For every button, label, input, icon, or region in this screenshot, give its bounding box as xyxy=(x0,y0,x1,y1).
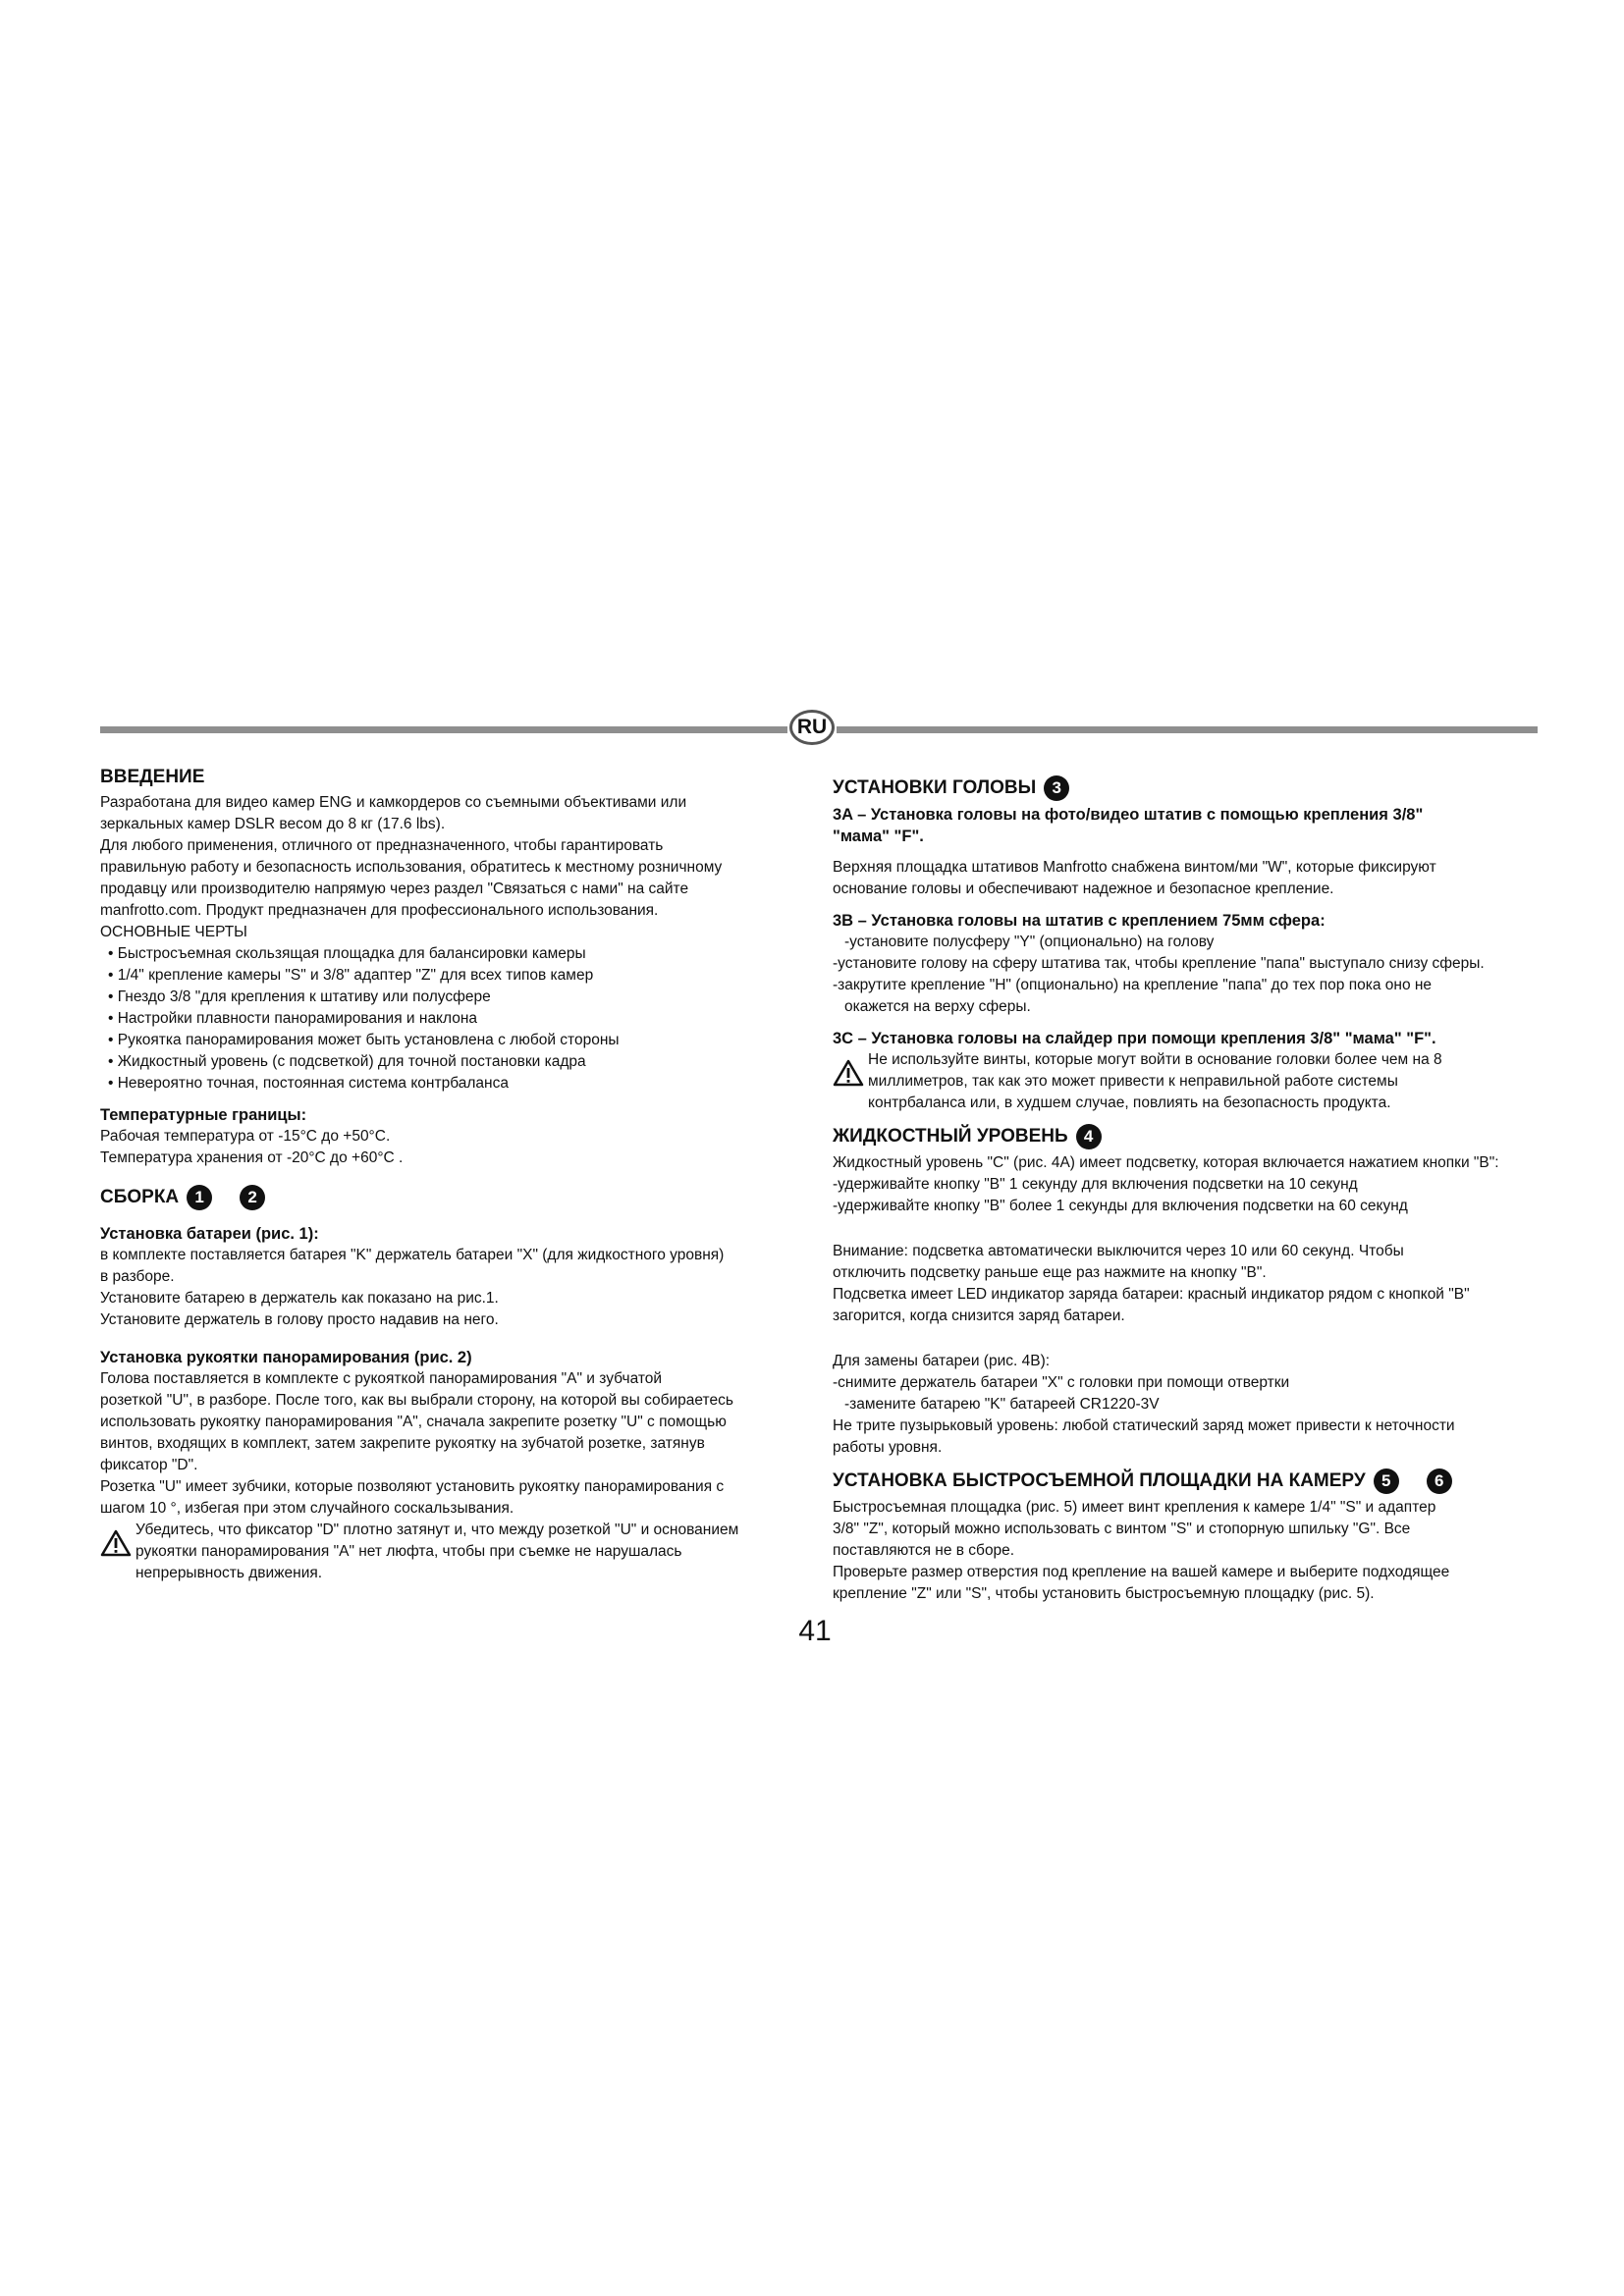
text-line: непрерывность движения. xyxy=(135,1565,323,1581)
battery-heading: Установка батареи (рис. 1): xyxy=(100,1225,319,1243)
text-line: Розетка "U" имеет зубчики, которые позволяют установить рукоятку панорамирования с xyxy=(100,1478,725,1495)
features-heading: ОСНОВНЫЕ ЧЕРТЫ xyxy=(100,924,247,940)
text-line: Разработана для видео камер ENG и камкордеров со съемными объективами или xyxy=(100,794,687,811)
plate-heading xyxy=(833,1468,1542,1494)
text-line: фиксатор "D". xyxy=(100,1457,198,1473)
text-line: -установите голову на сферу штатива так, чтобы крепление "папа" выступало снизу сферы. xyxy=(833,955,1485,972)
warning-triangle-icon xyxy=(100,1529,135,1564)
feature-item: • 1/4" крепление камеры "S" и 3/8" адаптер "Z" для всех типов камер xyxy=(108,965,807,987)
plate-title: УСТАНОВКА БЫСТРОСЪЕМНОЙ ПЛОЩАДКИ НА КАМЕРУ xyxy=(833,1470,1366,1491)
setup-heading xyxy=(833,775,1542,801)
text-line: использовать рукоятку панорамирования "A", сначала закрепите розетку "U" с помощью xyxy=(100,1414,727,1430)
text-line: в разборе. xyxy=(100,1268,175,1285)
figure-number-badge: 6 xyxy=(1427,1468,1452,1494)
text-line: Верхняя площадка штативов Manfrotto снабжена винтом/ми "W", которые фиксируют xyxy=(833,859,1436,876)
text-line: Проверьте размер отверстия под крепление на вашей камере и выберите подходящее xyxy=(833,1564,1450,1580)
setup-title: УСТАНОВКИ ГОЛОВЫ xyxy=(833,777,1037,798)
section-3b-heading: 3B – Установка головы на штатив с креплением 75мм сфера: xyxy=(833,912,1326,930)
text-line: крепление "Z" или "S", чтобы установить быстросъемную площадку (рис. 5). xyxy=(833,1585,1375,1602)
level-title: ЖИДКОСТНЫЙ УРОВЕНЬ xyxy=(833,1126,1068,1147)
text-line: Рабочая температура от -15°C до +50°C. xyxy=(100,1128,391,1145)
text-line: Жидкостный уровень "C" (рис. 4A) имеет подсветку, которая включается нажатием кнопки "B": xyxy=(833,1154,1499,1171)
page-number: 41 xyxy=(798,1615,832,1647)
header-rule-right xyxy=(837,726,1538,733)
text-line: работы уровня. xyxy=(833,1439,943,1456)
text-line: поставляются не в сборе. xyxy=(833,1542,1015,1559)
text-line: Для любого применения, отличного от предназначенного, чтобы гарантировать xyxy=(100,837,664,854)
text-line: окажется на верху сферы. xyxy=(844,998,1031,1015)
temperature-heading: Температурные границы: xyxy=(100,1106,307,1124)
assembly-heading xyxy=(100,1185,807,1210)
text-line: Убедитесь, что фиксатор "D" плотно затянут и, что между розеткой "U" и основанием xyxy=(135,1522,739,1538)
text-line: Подсветка имеет LED индикатор заряда батареи: красный индикатор рядом с кнопкой "B" xyxy=(833,1286,1470,1303)
text-line: -снимите держатель батареи "X" с головки при помощи отвертки xyxy=(833,1374,1290,1391)
text-line: Температура хранения от -20°C до +60°C . xyxy=(100,1149,404,1166)
figure-number-badge: 4 xyxy=(1076,1124,1102,1149)
level-heading xyxy=(833,1124,1542,1149)
text-line: Не используйте винты, которые могут войти в основание головки более чем на 8 xyxy=(868,1051,1442,1068)
slider-warning xyxy=(833,1049,1542,1114)
features-list xyxy=(100,943,807,1095)
figure-number-badge: 3 xyxy=(1044,775,1069,801)
text-line: Внимание: подсветка автоматически выключится через 10 или 60 секунд. Чтобы xyxy=(833,1243,1404,1259)
text-line: Для замены батареи (рис. 4B): xyxy=(833,1353,1051,1369)
warning-triangle-icon xyxy=(833,1059,868,1094)
text-line: рукоятки панорамирования "A" нет люфта, чтобы при съемке не нарушалась xyxy=(135,1543,682,1560)
text-line: правильную работу и безопасность использования, обратитесь к местному розничному xyxy=(100,859,723,876)
feature-item: • Жидкостный уровень (с подсветкой) для точной постановки кадра xyxy=(108,1051,807,1073)
figure-number-badge: 2 xyxy=(240,1185,265,1210)
text-line: загорится, когда снизится заряд батареи. xyxy=(833,1308,1125,1324)
text-line: отключить подсветку раньше еще раз нажмите на кнопку "B". xyxy=(833,1264,1267,1281)
text-line: продавцу или производителю напрямую через раздел "Связаться с нами" на сайте xyxy=(100,881,689,897)
text-line: 3/8" "Z", который можно использовать с винтом "S" и стопорную шпильку "G". Все xyxy=(833,1521,1411,1537)
pan-handle-heading: Установка рукоятки панорамирования (рис. 2) xyxy=(100,1349,472,1366)
assembly-title: СБОРКА xyxy=(100,1187,180,1207)
feature-item: • Невероятно точная, постоянная система контрбаланса xyxy=(108,1073,807,1095)
text-line: manfrotto.com. Продукт предназначен для профессионального использования. xyxy=(100,902,659,919)
text-line: в комплекте поставляется батарея "K" держатель батареи "X" (для жидкостного уровня) xyxy=(100,1247,725,1263)
feature-item: • Быстросъемная скользящая площадка для балансировки камеры xyxy=(108,943,807,965)
feature-item: • Настройки плавности панорамирования и наклона xyxy=(108,1008,807,1030)
section-3c-heading: 3C – Установка головы на слайдер при помощи крепления 3/8" "мама" "F". xyxy=(833,1030,1436,1047)
section-3a-heading-line: 3A – Установка головы на фото/видео штатив с помощью крепления 3/8" xyxy=(833,806,1424,824)
feature-item: • Рукоятка панорамирования может быть установлена с любой стороны xyxy=(108,1030,807,1051)
text-line: Быстросъемная площадка (рис. 5) имеет винт крепления к камере 1/4" "S" и адаптер xyxy=(833,1499,1436,1516)
right-column xyxy=(833,766,1542,1605)
left-column xyxy=(100,766,807,1584)
feature-item: • Гнездо 3/8 "для крепления к штативу или полусфере xyxy=(108,987,807,1008)
text-line: винтов, входящих в комплект, затем закрепите рукоятку на зубчатой розетке, затянув xyxy=(100,1435,705,1452)
text-line: -удерживайте кнопку "B" более 1 секунды для включения подсветки на 60 секунд xyxy=(833,1198,1408,1214)
text-line: миллиметров, так как это может привести к неправильной работе системы xyxy=(868,1073,1398,1090)
text-line: -установите полусферу "Y" (опционально) на голову xyxy=(844,934,1215,950)
text-line: основание головы и обеспечивают надежное и безопасное крепление. xyxy=(833,881,1334,897)
header-rule-left xyxy=(100,726,787,733)
language-badge: RU xyxy=(789,710,835,745)
text-line: Установите держатель в голову просто надавив на него. xyxy=(100,1311,499,1328)
text-line: -закрутите крепление "H" (опционально) на крепление "папа" до тех пор пока оно не xyxy=(833,977,1433,993)
text-line: зеркальных камер DSLR весом до 8 кг (17.6 lbs). xyxy=(100,816,446,832)
text-line: контрбаланса или, в худшем случае, повлиять на безопасность продукта. xyxy=(868,1095,1391,1111)
figure-number-badge: 5 xyxy=(1374,1468,1399,1494)
text-line: -замените батарею "K" батареей CR1220-3V xyxy=(844,1396,1160,1413)
section-3a-heading-line: "мама" "F". xyxy=(833,828,924,845)
text-line: розеткой "U", в разборе. После того, как вы выбрали сторону, на которой вы собираетесь xyxy=(100,1392,733,1409)
text-line: Голова поставляется в комплекте с рукояткой панорамирования "A" и зубчатой xyxy=(100,1370,663,1387)
text-line: Не трите пузырьковый уровень: любой статический заряд может привести к неточности xyxy=(833,1417,1455,1434)
text-line: Установите батарею в держатель как показано на рис.1. xyxy=(100,1290,499,1307)
figure-number-badge: 1 xyxy=(187,1185,212,1210)
text-line: -удерживайте кнопку "B" 1 секунду для включения подсветки на 10 секунд xyxy=(833,1176,1358,1193)
intro-heading: ВВЕДЕНИЕ xyxy=(100,767,205,787)
handle-warning xyxy=(100,1520,807,1584)
text-line: шагом 10 °, избегая при этом случайного соскальзывания. xyxy=(100,1500,514,1517)
